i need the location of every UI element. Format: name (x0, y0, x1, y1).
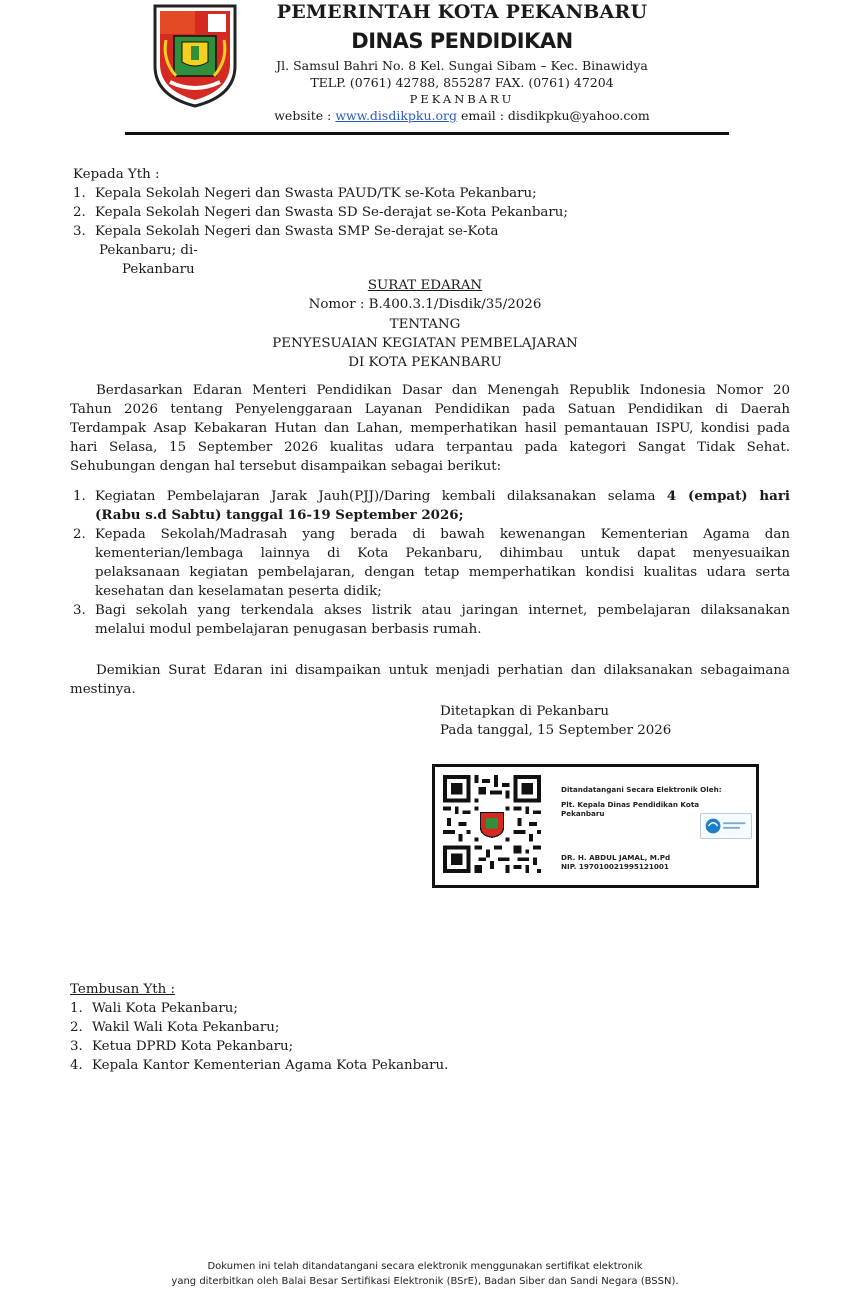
recipient-continuation: Pekanbaru; di- (99, 243, 198, 258)
e-signature-header: Ditandatangani Secara Elektronik Oleh: (561, 785, 722, 794)
agency-city: PEKANBARU (409, 92, 515, 106)
agency-contact (242, 107, 682, 125)
letterhead-divider (125, 132, 729, 135)
point-emphasis: (Rabu s.d Sabtu) tanggal 16-19 September 2026; (95, 507, 464, 523)
letter-title-block (225, 276, 625, 372)
recipient-item: 2. Kepala Sekolah Negeri dan Swasta SD Se-derajat se-Kota Pekanbaru; (73, 205, 568, 220)
intro-line: hari Selasa, 15 September 2026 kualitas udara terpantau pada kategori Sangat Tidak Sehat. (70, 440, 790, 455)
copies-block (70, 980, 790, 1075)
signing-date: Pada tanggal, 15 September 2026 (440, 723, 672, 738)
e-signature-box (432, 764, 759, 888)
letter-type: SURAT EDARAN (367, 278, 483, 293)
letter-about: TENTANG (389, 317, 461, 332)
point-text: Kegiatan Pembelajaran Jarak Jauh(PJJ)/Daring kembali dilaksanakan selama (95, 489, 656, 504)
intro-line: Berdasarkan Edaran Menteri Pendidikan Dasar dan Menengah Republik Indonesia Nomor 20 (96, 383, 790, 398)
signatory-name: DR. H. ABDUL JAMAL, M.Pd (561, 853, 671, 862)
signing-block (440, 702, 780, 740)
email-label: email : (461, 108, 504, 123)
copy-item: 1. Wali Kota Pekanbaru; (70, 1001, 238, 1016)
point-item: 1. Kegiatan Pembelajaran Jarak Jauh(PJJ)/Daring kembali dilaksanakan selama 4 (empat) hari (Rabu s.d Sabtu) tanggal 16-19 September 2026; (73, 488, 790, 523)
agency-name: DINAS PENDIDIKAN (351, 29, 573, 53)
copy-item: 3. Ketua DPRD Kota Pekanbaru; (70, 1039, 294, 1054)
recipient-item: 1. Kepala Sekolah Negeri dan Swasta PAUD/TK se-Kota Pekanbaru; (73, 186, 537, 201)
agency-phone: TELP. (0761) 42788, 855287 FAX. (0761) 47204 (310, 75, 614, 90)
letter-subject: DI KOTA PEKANBARU (348, 355, 502, 370)
website-label: website : (274, 108, 332, 123)
intro-line: Tahun 2026 tentang Penyelenggaraan Layanan Pendidikan pada Satuan Pendidikan di Daerah (70, 402, 790, 417)
copies-heading: Tembusan Yth : (70, 982, 176, 997)
e-signature-position: Plt. Kepala Dinas Pendidikan Kota Pekanbaru (561, 800, 700, 818)
agency-address: Jl. Samsul Bahri No. 8 Kel. Sungai Sibam – Kec. Binawidya (276, 58, 648, 73)
recipients-heading: Kepada Yth : (73, 167, 160, 182)
letter-subject: PENYESUAIAN KEGIATAN PEMBELAJARAN (272, 336, 578, 351)
intro-line: Terdampak Asap Kebakaran Hutan dan Lahan, memperhatikan hasil pemantauan ISPU, kondisi pada (70, 421, 790, 436)
intro-paragraph (70, 381, 790, 476)
signing-place: Ditetapkan di Pekanbaru (440, 704, 609, 719)
email-address: disdikpku@yahoo.com (507, 108, 650, 123)
letter-number: Nomor : B.400.3.1/Disdik/35/2026 (308, 297, 542, 312)
point-item: 2. Kepada Sekolah/Madrasah yang berada di bawah kewenangan Kementerian Agama dan kementerian/lembaga lainnya di Kota Pekanbaru, dihimbau untuk dapat menyesuaikan pelaksanaan kegiatan pembelajaran, dengan tetap memperhatikan kondisi kualitas udara serta kesehatan dan keselamatan peserta didik; (73, 527, 790, 599)
point-emphasis: 4 (empat) hari (666, 488, 790, 504)
footer-line: Dokumen ini telah ditandatangani secara elektronik menggunakan sertifikat elektronik (207, 1261, 643, 1272)
bsre-logo-icon (700, 813, 752, 839)
copy-item: 2. Wakil Wali Kota Pekanbaru; (70, 1020, 280, 1035)
closing-line: Demikian Surat Edaran ini disampaikan untuk menjadi perhatian dan dilaksanakan sebagaimana (96, 663, 790, 678)
closing-paragraph (70, 661, 790, 699)
points-list (73, 487, 790, 639)
intro-line: Sehubungan dengan hal tersebut disampaikan sebagai berikut: (70, 459, 502, 474)
letterhead (242, 0, 682, 125)
footer-line: yang diterbitkan oleh Balai Besar Sertifikasi Elektronik (BSrE), Badan Siber dan Sandi Negara (BSSN). (171, 1276, 679, 1287)
recipients-block (73, 165, 793, 279)
signatory-nip: NIP. 197010021995121001 (561, 862, 669, 871)
government-name: PEMERINTAH KOTA PEKANBARU (276, 1, 648, 23)
qr-code-icon (443, 775, 541, 873)
website-link[interactable]: www.disdikpku.org (335, 108, 458, 123)
city-emblem-logo (152, 4, 238, 108)
recipient-item: 3. Kepala Sekolah Negeri dan Swasta SMP Se-derajat se-Kota (73, 224, 499, 239)
e-sign-footer-note (60, 1259, 790, 1289)
recipient-place: Pekanbaru (122, 262, 195, 277)
point-item: 3. Bagi sekolah yang terkendala akses listrik atau jaringan internet, pembelajaran dilaksanakan melalui modul pembelajaran penugasan berbasis rumah. (73, 603, 790, 637)
copy-item: 4. Kepala Kantor Kementerian Agama Kota Pekanbaru. (70, 1058, 449, 1073)
closing-line: mestinya. (70, 682, 136, 697)
